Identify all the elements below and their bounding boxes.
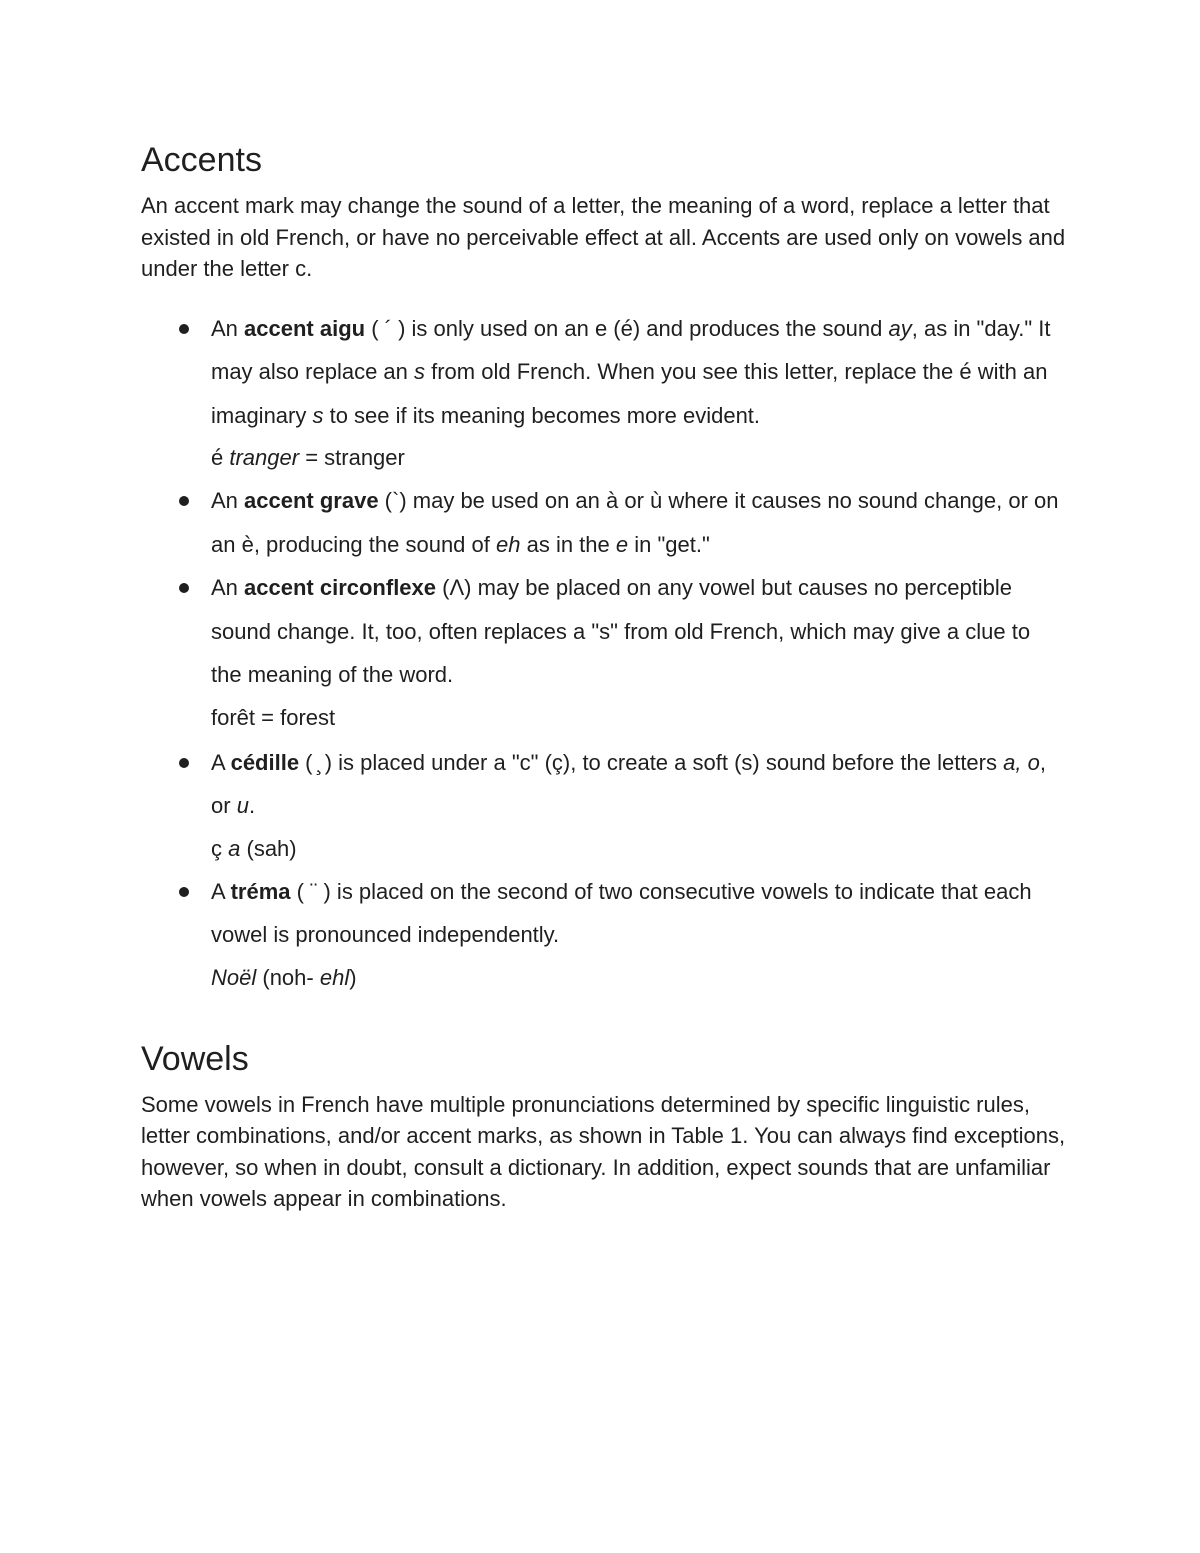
- example-foret: forêt = forest: [211, 704, 336, 730]
- term-trema: tréma: [230, 878, 291, 904]
- list-item-trema: A tréma ( ¨ ) is placed on the second of two consecutive vowels to indicate that each vowel is pronounced independently. Noël (noh- ehl): [141, 870, 1066, 999]
- vowels-intro: Some vowels in French have multiple pronunciations determined by specific linguistic rules, letter combinations, and/or accent marks, as shown in Table 1. You can always find exceptions, however, so when in doubt, consult a dictionary. In addition, expect sounds that are unfamiliar when vowels appear in combinations.: [141, 1091, 1066, 1211]
- term-accent-circonflexe: accent circonflexe: [244, 575, 437, 600]
- term-cedille: cédille: [230, 749, 300, 775]
- list-item-cedille: A cédille ( ̧ ) is placed under a "c" (ç), to create a soft (s) sound before the letters a, o, or u. ç a (sah): [141, 741, 1066, 870]
- vowels-section: [141, 1037, 1066, 1215]
- example-ca: ç a (sah): [211, 835, 297, 861]
- accents-heading: Accents: [141, 141, 262, 179]
- bullet-icon: [179, 496, 189, 506]
- bullet-icon: [179, 324, 189, 334]
- example-noel: Noël (noh- ehl): [211, 964, 357, 990]
- accent-list: [141, 307, 1066, 999]
- list-item-accent-grave: An accent grave (`) may be used on an à or ù where it causes no sound change, or on an è, producing the sound of eh as in the e in "get.": [141, 479, 1066, 566]
- bullet-icon: [179, 583, 189, 593]
- bullet-icon: [179, 887, 189, 897]
- term-accent-aigu: accent aigu: [244, 315, 366, 341]
- example-etranger: é tranger = stranger: [211, 445, 405, 470]
- vowels-heading: Vowels: [141, 1039, 249, 1078]
- document-page: [141, 138, 1066, 1215]
- list-item-accent-circonflexe: An accent circonflexe (Λ) may be placed on any vowel but causes no perceptible sound change. It, too, often replaces a "s" from old French, which may give a clue to the meaning of the word. forêt = forest: [141, 566, 1066, 739]
- list-item-accent-aigu: An accent aigu ( ´ ) is only used on an e (é) and produces the sound ay, as in "day." It may also replace an s from old French. When you see this letter, replace the é with an imaginary s to see if its meaning becomes more evident. é tranger = stranger: [141, 307, 1066, 480]
- term-accent-grave: accent grave: [244, 488, 379, 513]
- accents-intro: An accent mark may change the sound of a letter, the meaning of a word, replace a letter that existed in old French, or have no perceivable effect at all. Accents are used only on vowels and under the letter c.: [141, 193, 1066, 281]
- bullet-icon: [179, 758, 189, 768]
